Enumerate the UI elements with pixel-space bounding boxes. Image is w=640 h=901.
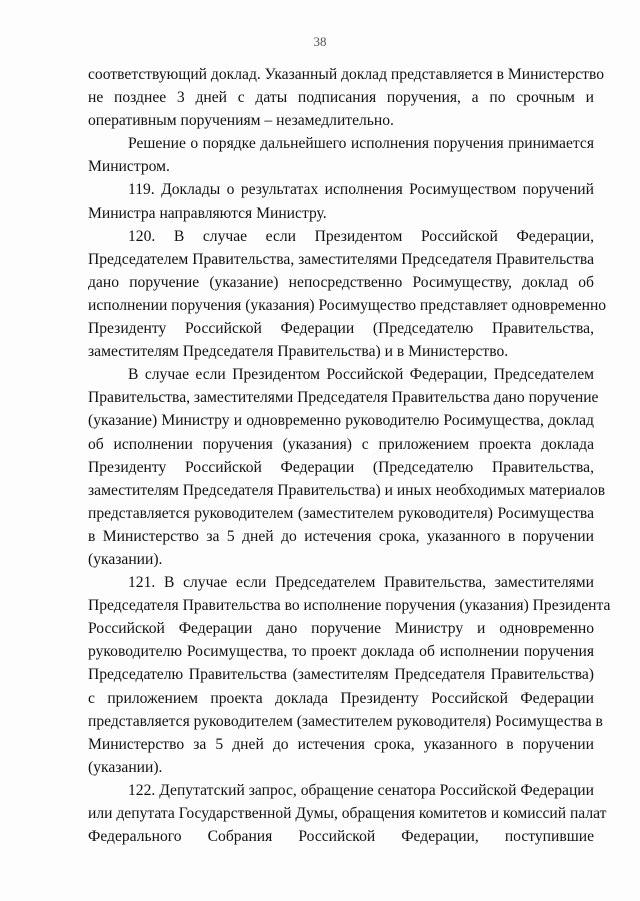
text-line: 120. В случае если Президентом Российской Федерации, [128,227,594,245]
paragraph [88,363,606,571]
text-line: Министром. [88,158,170,176]
page-number: 38 [313,34,327,49]
paragraph [88,63,605,132]
text-line: не позднее 3 дней с даты подписания поручения, а по срочным и [88,89,594,107]
text-line: (указание) Министру и одновременно руководителю Росимущества, доклад [88,412,594,430]
text-line: представляется руководителем (заместителем руководителя) Росимущества [88,504,594,522]
paragraph-120 [88,225,607,364]
text-line: оперативным поручениям – незамедлительно. [88,112,394,130]
text-line: с приложением проекта доклада Президенту Российской Федерации [88,689,594,707]
text-line: в Министерство за 5 дней до истечения срока, указанного в поручении [88,527,594,545]
paragraph [88,132,594,178]
text-line: Правительства, заместителями Председателя Правительства дано поручение [88,389,599,407]
text-line: (указании). [88,758,163,776]
text-line: об исполнении поручения (указания) с приложением проекта доклада [88,435,594,453]
text-line: В случае если Президентом Российской Федерации, Председателем [128,366,594,384]
text-line: Министра направляются Министру. [88,204,327,222]
text-line: Председателем Правительства, заместителями Председателя Правительства [88,250,594,268]
paragraph-122 [88,779,607,848]
document-body [88,63,611,848]
paragraph-119 [88,178,594,224]
text-line: Решение о порядке дальнейшего исполнения поручения принимается [128,135,594,153]
text-line: заместителям Председателя Правительства) и в Министерство. [88,343,509,361]
text-line: Президенту Российской Федерации (Председателю Правительства, [88,320,594,338]
text-line: Председателю Правительства (заместителям Председателя Правительства) [88,666,594,684]
text-line: Председателя Правительства во исполнение поручения (указания) Президента [88,597,611,615]
text-line: представляется руководителем (заместителем руководителя) Росимущества в [88,712,603,730]
text-line: исполнении поручения (указания) Росимущество представляет одновременно [88,296,607,314]
text-line: соответствующий доклад. Указанный доклад представляется в Министерство [88,66,605,83]
text-line: или депутата Государственной Думы, обращения комитетов и комиссий палат [88,805,607,822]
text-line: заместителям Председателя Правительства) и иных необходимых материалов [88,481,606,499]
text-line: (указании). [88,550,163,568]
paragraph-121 [88,571,611,779]
text-line: Президенту Российской Федерации (Председателю Правительства, [88,458,594,476]
text-line: 121. В случае если Председателем Правительства, заместителями [128,574,594,592]
text-line: руководителю Росимущества, то проект доклада об исполнении поручения [88,643,594,661]
text-line: Российской Федерации дано поручение Министру и одновременно [88,620,594,638]
text-line: дано поручение (указание) непосредственно Росимуществу, доклад об [88,273,594,291]
text-line: Министерство за 5 дней до истечения срока, указанного в поручении [88,735,594,753]
text-line: Федерального Собрания Российской Федерации, поступившие [88,828,594,846]
text-line: 119. Доклады о результатах исполнения Росимуществом поручений [128,181,594,199]
text-line: 122. Депутатский запрос, обращение сенатора Российской Федерации [128,781,594,799]
